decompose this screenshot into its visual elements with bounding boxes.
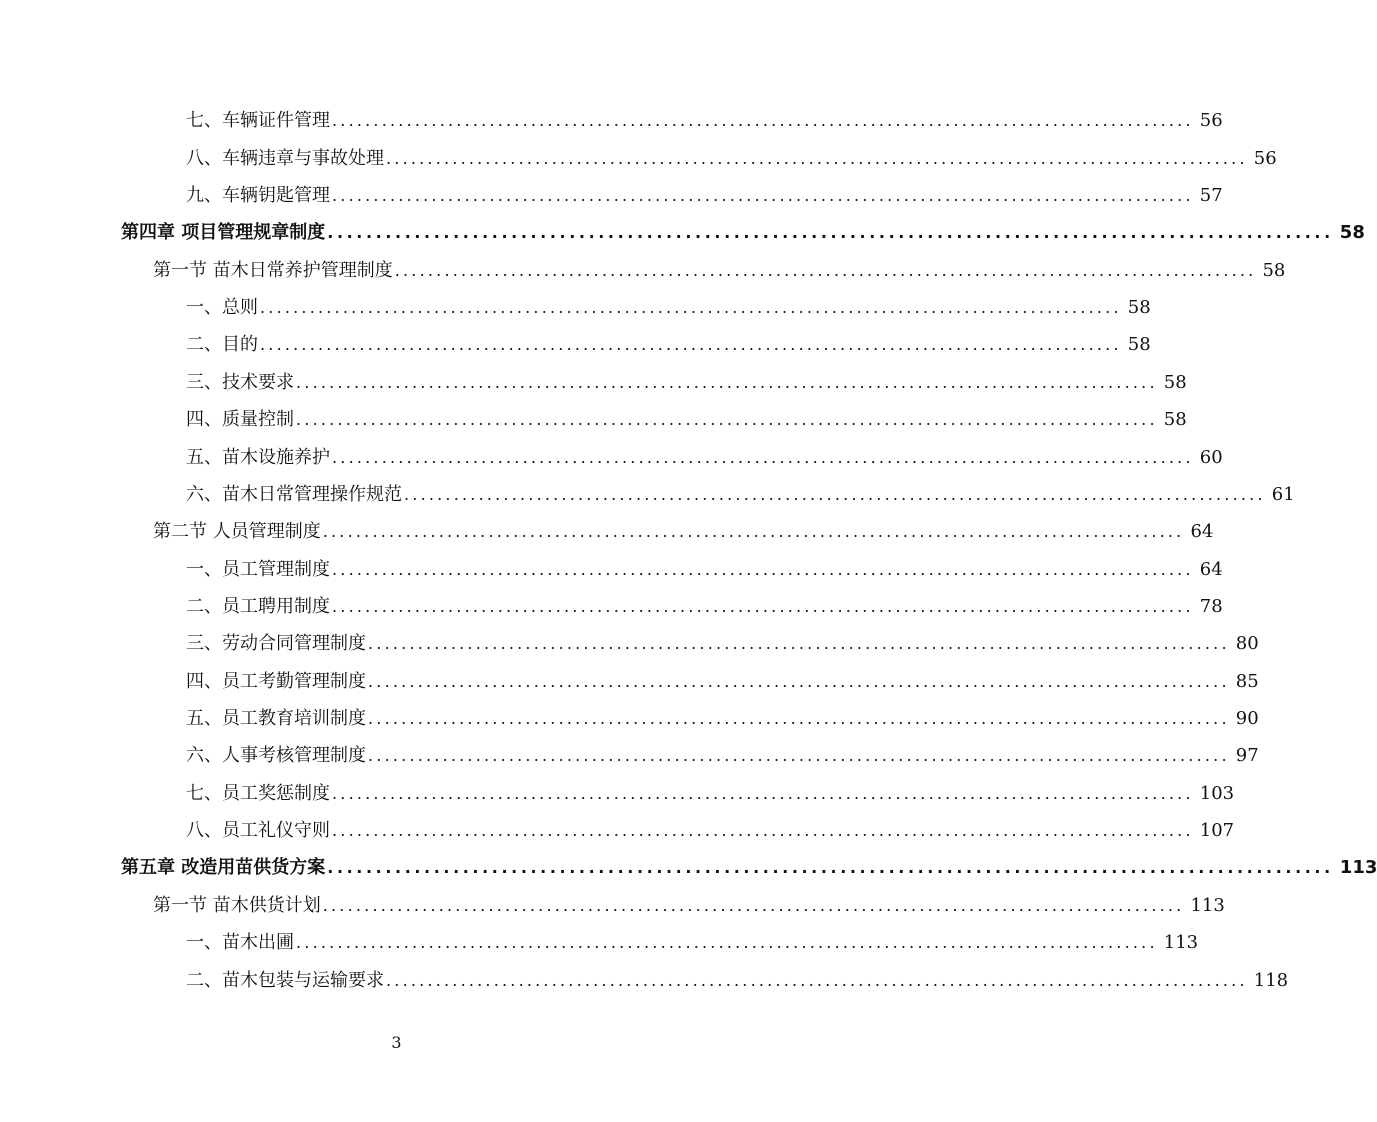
toc-entry-title: 一、苗木出圃 xyxy=(186,932,294,953)
toc-entry[interactable] xyxy=(186,739,1259,767)
toc-entry-page: 113 xyxy=(1190,895,1225,916)
toc-section-entry[interactable] xyxy=(153,889,1225,917)
toc-entry-title: 五、员工教育培训制度 xyxy=(186,708,366,729)
toc-entry-page: 103 xyxy=(1199,783,1235,804)
toc-entry-title: 一、员工管理制度 xyxy=(186,559,330,580)
toc-entry-title: 第一节 苗木供货计划 xyxy=(153,895,321,916)
toc-entry-page: 58 xyxy=(1339,222,1365,243)
dot-leader: ........................................................................................................ xyxy=(327,223,1334,242)
toc-entry-title: 三、劳动合同管理制度 xyxy=(186,633,366,654)
toc-entry-title: 第一节 苗木日常养护管理制度 xyxy=(153,260,393,281)
toc-entry-page: 78 xyxy=(1199,596,1223,617)
toc-entry-title: 二、员工聘用制度 xyxy=(186,596,330,617)
toc-entry-title: 七、员工奖惩制度 xyxy=(186,783,330,804)
dot-leader: ........................................................................................................ xyxy=(386,971,1248,990)
toc-entry-page: 97 xyxy=(1235,745,1259,766)
toc-entry[interactable] xyxy=(186,627,1259,655)
dot-leader: ........................................................................................................ xyxy=(322,522,1185,541)
dot-leader: ........................................................................................................ xyxy=(260,298,1122,317)
dot-leader: ........................................................................................................ xyxy=(322,896,1185,915)
toc-entry-title: 九、车辆钥匙管理 xyxy=(186,185,330,206)
toc-entry-page: 56 xyxy=(1253,148,1277,169)
dot-leader: ........................................................................................................ xyxy=(327,858,1334,877)
toc-entry-page: 64 xyxy=(1199,559,1223,580)
toc-entry[interactable] xyxy=(186,964,1289,992)
toc-entry-title: 四、员工考勤管理制度 xyxy=(186,671,366,692)
dot-leader: ........................................................................................................ xyxy=(368,672,1230,691)
toc-entry-page: 61 xyxy=(1271,484,1295,505)
toc-entry-title: 五、苗木设施养护 xyxy=(186,447,330,468)
toc-entry-page: 58 xyxy=(1127,297,1151,318)
toc-entry[interactable] xyxy=(186,702,1259,730)
toc-entry-title: 第五章 改造用苗供货方案 xyxy=(121,857,326,878)
dot-leader: ........................................................................................................ xyxy=(296,373,1158,392)
toc-entry[interactable] xyxy=(186,553,1223,581)
toc-entry[interactable] xyxy=(186,777,1235,805)
toc-entry[interactable] xyxy=(186,366,1187,394)
dot-leader: ........................................................................................................ xyxy=(332,784,1194,803)
toc-entry-title: 三、技术要求 xyxy=(186,372,294,393)
toc-entry-page: 113 xyxy=(1163,932,1199,953)
toc-entry[interactable] xyxy=(186,104,1223,132)
toc-entry[interactable] xyxy=(186,665,1259,693)
toc-entry-page: 85 xyxy=(1235,671,1259,692)
toc-entry-title: 八、车辆违章与事故处理 xyxy=(186,148,384,169)
dot-leader: ........................................................................................................ xyxy=(332,448,1194,467)
toc-entry-page: 58 xyxy=(1262,260,1286,281)
toc-entry-title: 一、总则 xyxy=(186,297,258,318)
toc-section-entry[interactable] xyxy=(153,515,1214,543)
toc-section-entry[interactable] xyxy=(153,254,1286,282)
toc-entry-title: 四、质量控制 xyxy=(186,409,294,430)
toc-entry[interactable] xyxy=(186,590,1223,618)
page-number: 3 xyxy=(391,1033,402,1052)
toc-entry-title: 七、车辆证件管理 xyxy=(186,110,330,131)
toc-entry[interactable] xyxy=(186,179,1223,207)
toc-entry-title: 六、人事考核管理制度 xyxy=(186,745,366,766)
dot-leader: ........................................................................................................ xyxy=(332,821,1194,840)
dot-leader: ........................................................................................................ xyxy=(296,933,1158,952)
toc-entry-title: 第二节 人员管理制度 xyxy=(153,521,321,542)
toc-entry-page: 118 xyxy=(1253,970,1289,991)
toc-entry-title: 二、目的 xyxy=(186,334,258,355)
toc-entry-page: 56 xyxy=(1199,110,1223,131)
toc-entry-title: 六、苗木日常管理操作规范 xyxy=(186,484,402,505)
toc-entry[interactable] xyxy=(186,403,1187,431)
toc-entry[interactable] xyxy=(186,926,1199,954)
toc-entry[interactable] xyxy=(186,814,1235,842)
dot-leader: ........................................................................................................ xyxy=(386,149,1248,168)
toc-entry-page: 57 xyxy=(1199,185,1223,206)
toc-chapter-entry[interactable] xyxy=(121,216,1365,244)
toc-entry-title: 二、苗木包装与运输要求 xyxy=(186,970,384,991)
dot-leader: ........................................................................................................ xyxy=(332,186,1194,205)
toc-entry-page: 58 xyxy=(1127,334,1151,355)
toc-entry[interactable] xyxy=(186,441,1223,469)
toc-entry-title: 八、员工礼仪守则 xyxy=(186,820,330,841)
dot-leader: ........................................................................................................ xyxy=(332,560,1194,579)
toc-entry-page: 80 xyxy=(1235,633,1259,654)
dot-leader: ........................................................................................................ xyxy=(368,709,1230,728)
toc-entry-page: 107 xyxy=(1199,820,1235,841)
toc-entry[interactable] xyxy=(186,328,1151,356)
toc-entry-page: 90 xyxy=(1235,708,1259,729)
dot-leader: ........................................................................................................ xyxy=(404,485,1266,504)
toc-entry-page: 58 xyxy=(1163,372,1187,393)
dot-leader: ........................................................................................................ xyxy=(368,634,1230,653)
toc-entry-page: 60 xyxy=(1199,447,1223,468)
toc-entry[interactable] xyxy=(186,478,1295,506)
toc-entry-page: 64 xyxy=(1190,521,1214,542)
toc-chapter-entry[interactable] xyxy=(121,851,1377,879)
dot-leader: ........................................................................................................ xyxy=(394,261,1257,280)
dot-leader: ........................................................................................................ xyxy=(368,746,1230,765)
dot-leader: ........................................................................................................ xyxy=(332,597,1194,616)
dot-leader: ........................................................................................................ xyxy=(296,410,1158,429)
toc-entry[interactable] xyxy=(186,291,1151,319)
dot-leader: ........................................................................................................ xyxy=(260,335,1122,354)
toc-entry-title: 第四章 项目管理规章制度 xyxy=(121,222,326,243)
dot-leader: ........................................................................................................ xyxy=(332,111,1194,130)
toc-entry-page: 58 xyxy=(1163,409,1187,430)
toc-entry[interactable] xyxy=(186,142,1277,170)
toc-entry-page: 113 xyxy=(1339,857,1377,878)
